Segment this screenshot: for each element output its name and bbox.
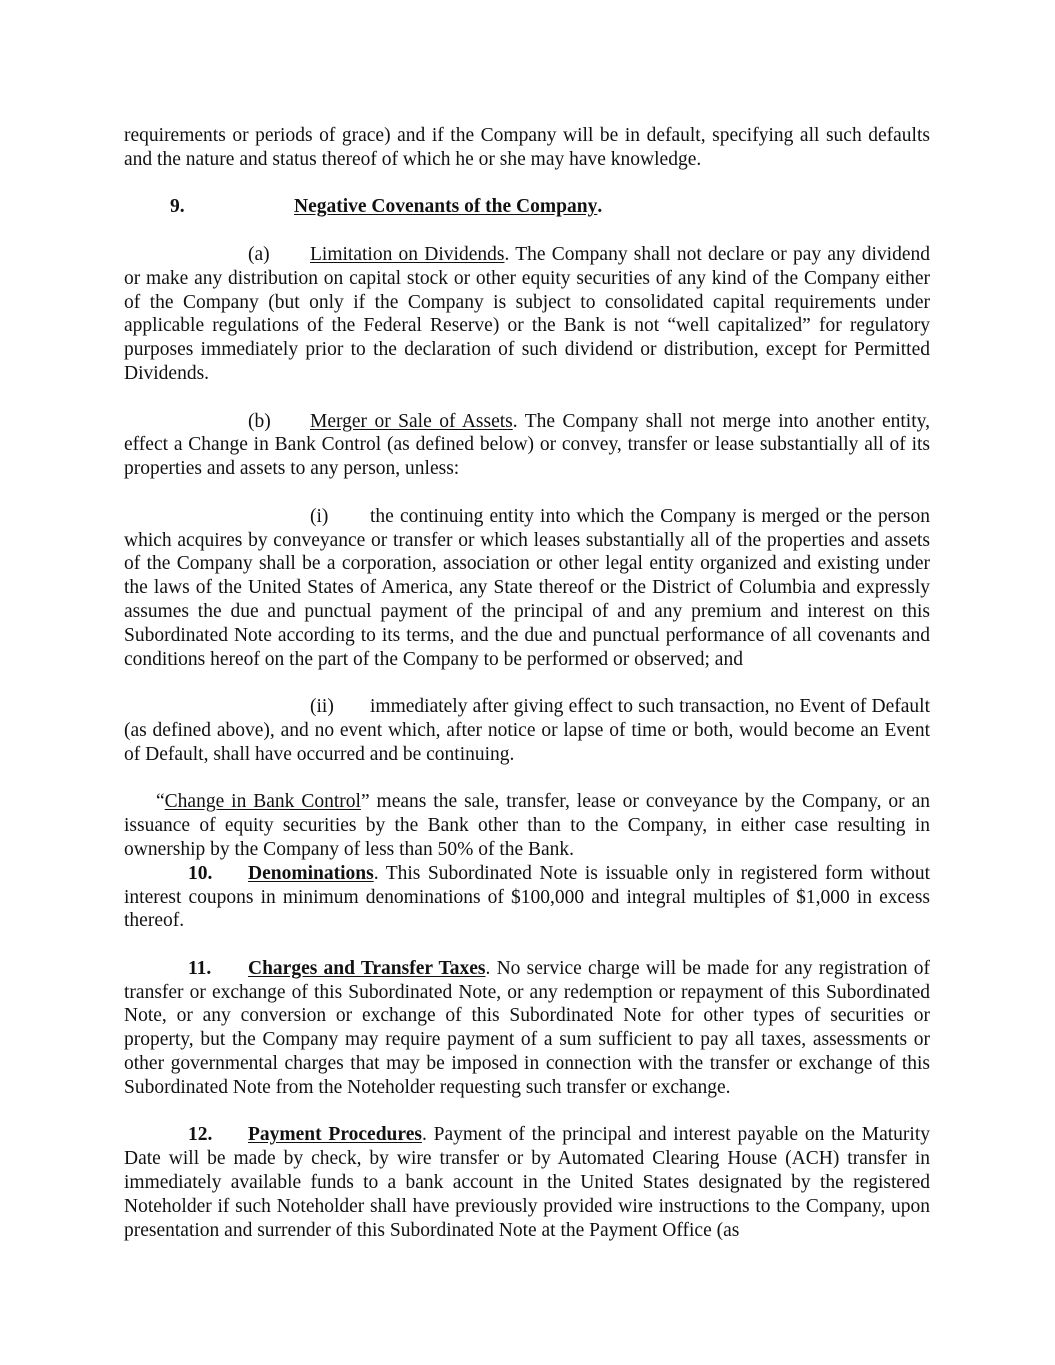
section-number: 11. (188, 957, 212, 979)
subclause-label: (ii) (310, 696, 334, 718)
section-number: 10. (188, 862, 213, 884)
section-number: 12. (188, 1124, 213, 1146)
section-9b-paragraph: (b) Merger or Sale of Assets. The Company shall not merge into another entity, effect a Change in Bank Control (as defined below) or convey, transfer or lease substantially all of its properties and assets to any person, unless: (124, 410, 930, 480)
section-title: Payment Procedures (248, 1124, 422, 1146)
section-title: Negative Covenants of the Company (294, 196, 598, 218)
defined-term: Change in Bank Control (164, 791, 361, 813)
spacer (124, 172, 930, 196)
section-12-paragraph: 12. Payment Procedures. Payment of the principal and interest payable on the Maturity Date will be made by check, by wire transfer or by Automated Clearing House (ACH) transfer in immediately available funds to a bank account in the United States designated by the registered Noteholder if such Noteholder shall have previously provided wire instructions to the Company, upon presentation and surrender of this Subordinated Note at the Payment Office (as (124, 1124, 930, 1241)
section-9b-ii-paragraph: (ii) immediately after giving effect to such transaction, no Event of Default (as defined above), and no event which, after notice or lapse of time or both, would become an Event of Default, shall have occurred and be continuing. (124, 696, 930, 765)
section-9b-i-paragraph: (i) the continuing entity into which the Company is merged or the person which acquires by conveyance or transfer or which leases substantially all of the properties and assets of the Company shall be a corporation, association or other legal entity organized and existing under the laws of the United States of America, any State thereof or the District of Columbia and expressly assumes the due and punctual payment of the principal of and any premium and interest on this Subordinated Note according to its terms, and the due and punctual performance of all covenants and conditions hereof on the part of the Company to be performed or observed; and (124, 505, 930, 670)
section-11-paragraph: 11. Charges and Transfer Taxes. No service charge will be made for any registration of transfer or exchange of this Subordinated Note, or any redemption or repayment of this Subordinated Note, or any conversion or exchange of this Subordinated Note for other types of securities or property, but the Company may require payment of a sum sufficient to pay all taxes, assessments or other governmental charges that may be imposed in connection with the transfer or exchange of this Subordinated Note from the Noteholder requesting such transfer or exchange. (124, 957, 930, 1098)
document-page (124, 124, 930, 1242)
subclause-label: (i) (310, 505, 329, 527)
clause-title: Merger or Sale of Assets (310, 410, 513, 432)
section-9a-paragraph: (a) Limitation on Dividends. The Company shall not declare or pay any dividend or make any distribution on capital stock or other equity securities of any kind of the Company either of the Company (but only if the Company is subject to consolidated capital requirements under applicable regulations of the Federal Reserve) or the Bank is not “well capitalized” for regulatory purposes immediately prior to the declaration of such dividend or distribution, except for Permitted Dividends. (124, 243, 931, 384)
intro-paragraph: requirements or periods of grace) and if the Company will be in default, specifying all such defaults and the nature and status thereof of which he or she may have knowledge. (124, 125, 930, 170)
section-10-paragraph: 10. Denominations. This Subordinated Note is issuable only in registered form without interest coupons in minimum denominations of $100,000 and integral multiples of $1,000 in excess thereof. (124, 862, 930, 932)
section-title: Charges and Transfer Taxes (248, 957, 486, 979)
change-in-bank-control-definition: “Change in Bank Control” means the sale, transfer, lease or conveyance by the Company, or an issuance of equity securities by the Bank other than to the Company, in either case resulting in ownership by the Company of less than 50% of the Bank. (124, 791, 930, 860)
section-number: 9. (170, 196, 185, 218)
clause-title: Limitation on Dividends (310, 243, 505, 265)
clause-label: (b) (248, 410, 271, 432)
clause-label: (a) (248, 243, 270, 265)
section-9-heading: 9. Negative Covenants of the Company . (124, 195, 930, 219)
section-title: Denominations (248, 862, 374, 884)
